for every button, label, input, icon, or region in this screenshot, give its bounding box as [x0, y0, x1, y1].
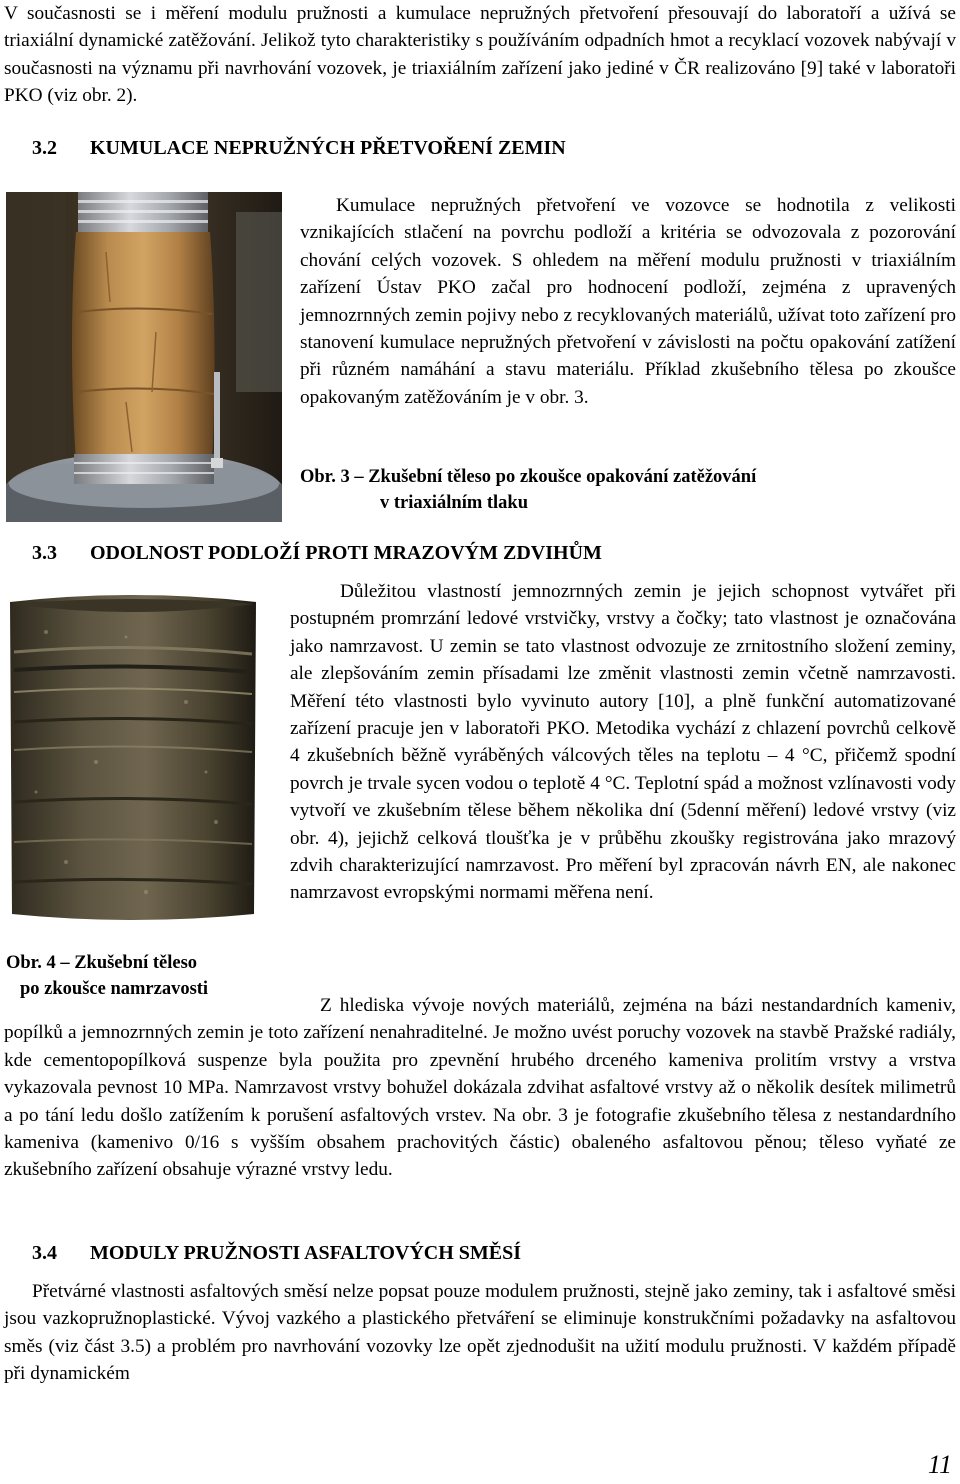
section-3-2-paragraph: Kumulace nepružných přetvoření ve vozovce se hodnotila z velikosti vznikajících stlačení na povrchu podloží a kritéria se odvozovala z pozorování chování celých vozovek. S ohledem na měření modulu pružnosti v triaxiálním zařízení Ústav PKO začal pro hodnocení podloží, zejména z upravených jemnozrnných zemin pojivy nebo z recyklovaných materiálů, užívat toto zařízení pro stanovení kumulace nepružných přetvoření v závislosti na počtu opakování zatížení při různém namáhání a stavu materiálu. Příklad zkušebního tělesa po zkoušce opakovaným zatěžováním je v obr. 3. — [300, 195, 956, 408]
figure-4-photo — [6, 592, 260, 924]
figure-3-photo — [6, 192, 282, 522]
section-3-3-title: ODOLNOST PODLOŽÍ PROTI MRAZOVÝM ZDVIHŮM — [90, 542, 602, 564]
section-3-4-number: 3.4 — [32, 1242, 57, 1264]
section-3-4-title: MODULY PRUŽNOSTI ASFALTOVÝCH SMĚSÍ — [90, 1242, 522, 1264]
intro-paragraph: V současnosti se i měření modulu pružnosti a kumulace nepružných přetvoření přesouvají do laboratoří a užívá se triaxiální dynamické zatěžování. Jelikož tyto charakteristiky s používáním odpadních hmot a recyklací vozovek nabývají v současnosti na významu při navrhování vozovek, je triaxiálním zařízení jako jediné v ČR realizováno [9] také v laboratoři PKO (viz obr. 2). — [4, 3, 956, 107]
section-3-3-number: 3.3 — [32, 542, 57, 564]
section-3-3-side-paragraph — [290, 578, 956, 907]
section-3-3-full-text: Z hlediska vývoje nových materiálů, zejména na bázi nestandardních kameniv, popílků a jemnozrnných zemin je toto zařízení nenahraditelné. Je možno uvést poruchy vozovek na stavbě Pražské radiály, kde cementopopílková suspenze byla použita pro zpevnění hrubého drceného kameniva prolitím vrstvy a vrstva vykazovala pevnost 10 MPa. Namrzavost vrstvy bohužel dokázala zdvihat asfaltové vrstvy až o několik desítek milimetrů a po tání ledu došlo zatížením k porušení asfaltových vrstev. Na obr. 3 je fotografie zkušebního tělesa z nestandardního kameniva (kamenivo 0/16 s vyšším obsahem prachovitých částic) obaleného asfaltovou pěnou; těleso vyňaté ze zkušebního zařízení obsahuje výrazné vrstvy ledu. — [4, 995, 956, 1181]
figure-3-caption — [300, 464, 756, 516]
section-3-2-number: 3.2 — [32, 137, 57, 159]
page-number: 11 — [927, 1450, 952, 1479]
section-3-2-heading — [32, 135, 566, 161]
section-3-3-full-paragraph — [4, 992, 956, 1184]
section-3-3-side-text: Důležitou vlastností jemnozrnných zemin je jejich schopnost vytvářet při postupném promrzání ledové vrstvičky, vrstvy a čočky; tato vlastnost je označována jako namrzavost. U zemin se tato vlastnost odvozuje ze zrnitostního složení zeminy, ale zlepšováním zemin přísadami lze změnit vlastnosti zemin včetně namrzavosti. Měření této vlastnosti bylo vyvinuto autory [10], a plně funkční automatizované zařízení pracuje jen v laboratoři PKO. Metodika vychází z chlazení povrchů celkově 4 zkušebních běžně vyráběných válcových těles na teplotu – 4 °C, přičemž spodní povrch je trvale sycen vodou o teplotě 4 °C. Teplotní spád a možnost vzlínavosti vody vytvoří ve zkušebním tělese během několika dní (5denní měření) ledové vrstvy (viz obr. 4), jejichž celková tloušťka je v průběhu zkoušky registrována jako mrazový zdvih charakterizující namrzavost. Pro měření byl zpracován návrh EN, ale nakonec namrzavost evropskými normami měřena není. — [290, 581, 956, 904]
figure-3-caption-line1: Obr. 3 – Zkušební těleso po zkoušce opakování zatěžování — [300, 467, 757, 487]
section-3-2-title: KUMULACE NEPRUŽNÝCH PŘETVOŘENÍ ZEMIN — [90, 137, 566, 159]
figure-3-caption-line2: v triaxiálním tlaku — [380, 493, 529, 513]
section-3-3-heading — [32, 540, 602, 566]
triaxial-specimen-image — [6, 192, 282, 522]
frost-specimen-image — [6, 592, 260, 924]
figure-4-caption-line2: po zkoušce namrzavosti — [20, 979, 209, 999]
figure-4-caption-line1: Obr. 4 – Zkušební těleso — [6, 953, 198, 973]
section-3-4-heading — [32, 1240, 521, 1266]
section-3-4-paragraph: Přetvárné vlastnosti asfaltových směsí nelze popsat pouze modulem pružnosti, stejně jako zeminy, tak i asfaltové směsi jsou vazkopružnoplastické. Vývoj vazkého a plastického přetváření se eliminuje konstrukčními požadavky na asfaltovou směs (viz část 3.5) a problém pro navrhování vozovky lze opět zjednodušit na užití modulu pružnosti. V každém případě při dynamickém — [4, 1281, 956, 1385]
